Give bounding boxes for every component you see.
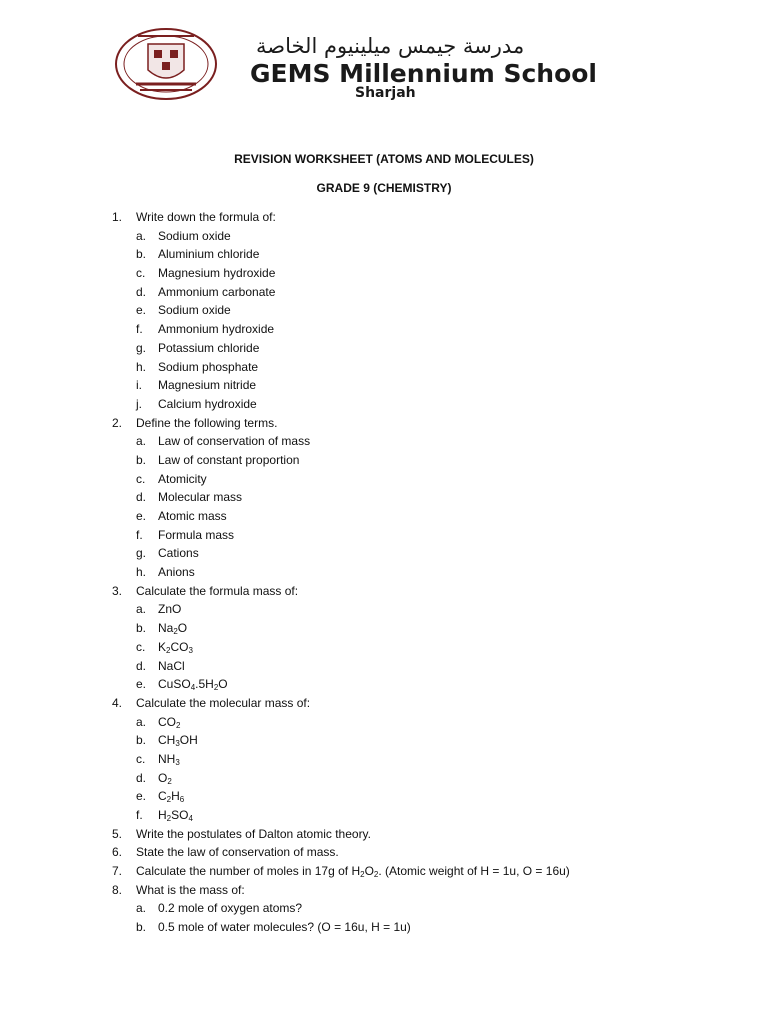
school-city: Sharjah bbox=[355, 85, 416, 101]
item-letter: c. bbox=[136, 471, 146, 486]
question-1-item-e bbox=[112, 301, 752, 320]
question-4 bbox=[112, 694, 752, 713]
item-letter: d. bbox=[136, 490, 147, 505]
question-list bbox=[112, 208, 752, 937]
question-1-item-c bbox=[112, 264, 752, 283]
question-number: 4. bbox=[112, 695, 123, 710]
question-1-item-f bbox=[112, 320, 752, 339]
question-text: Write the postulates of Dalton atomic theory. bbox=[136, 826, 372, 841]
question-3-item-d bbox=[112, 657, 752, 676]
item-text: Molecular mass bbox=[158, 490, 243, 505]
question-1-item-b bbox=[112, 245, 752, 264]
item-text: Sodium oxide bbox=[158, 228, 231, 243]
item-text: Magnesium nitride bbox=[158, 378, 257, 393]
item-letter: c. bbox=[136, 266, 146, 281]
item-letter: h. bbox=[136, 565, 147, 580]
question-3 bbox=[112, 582, 752, 601]
question-2-item-e bbox=[112, 507, 752, 526]
item-letter: f. bbox=[136, 808, 143, 822]
item-letter: a. bbox=[136, 901, 147, 916]
item-text: Atomic mass bbox=[158, 509, 227, 523]
question-2-item-c bbox=[112, 470, 752, 489]
question-4-item-f bbox=[112, 806, 752, 825]
question-2-item-d bbox=[112, 488, 752, 507]
question-1-item-g bbox=[112, 339, 752, 358]
question-3-item-b bbox=[112, 619, 752, 638]
question-4-item-c bbox=[112, 750, 752, 769]
worksheet-title: REVISION WORKSHEET (ATOMS AND MOLECULES) bbox=[234, 152, 534, 166]
item-text: 0.5 mole of water molecules? (O = 16u, H = 1u) bbox=[158, 920, 411, 935]
item-text: Sodium oxide bbox=[158, 303, 231, 318]
question-2-item-f bbox=[112, 526, 752, 545]
question-text: Calculate the molecular mass of: bbox=[136, 695, 311, 710]
item-text: Formula mass bbox=[158, 527, 235, 542]
item-letter: d. bbox=[136, 284, 147, 299]
item-text: NaCl bbox=[158, 658, 185, 673]
question-text: What is the mass of: bbox=[136, 882, 245, 897]
item-letter: e. bbox=[136, 789, 147, 804]
school-name-arabic: مدرسة جيمس ميلينيوم الخاصة bbox=[256, 34, 525, 58]
item-text: $O_2$ bbox=[158, 770, 172, 786]
question-3-item-a bbox=[112, 600, 752, 619]
question-8-item-b bbox=[112, 918, 752, 937]
grade-title: GRADE 9 (CHEMISTRY) bbox=[316, 181, 452, 195]
question-number: 2. bbox=[112, 415, 123, 430]
question-4-item-a bbox=[112, 713, 752, 732]
item-letter: e. bbox=[136, 303, 147, 318]
school-name: GEMS Millennium School bbox=[250, 59, 597, 88]
item-letter: e. bbox=[136, 677, 147, 692]
item-text: Magnesium hydroxide bbox=[158, 266, 276, 281]
item-text: Aluminium chloride bbox=[158, 247, 260, 262]
question-4-item-b bbox=[112, 731, 752, 750]
item-letter: c. bbox=[136, 639, 146, 654]
item-text: Sodium phosphate bbox=[158, 359, 259, 374]
question-text: Define the following terms. bbox=[136, 415, 278, 430]
item-letter: g. bbox=[136, 546, 147, 561]
question-2-item-g bbox=[112, 544, 752, 563]
item-text: $CH_3OH$ bbox=[158, 733, 198, 749]
item-letter: b. bbox=[136, 452, 147, 467]
question-number: 3. bbox=[112, 583, 123, 598]
item-letter: j. bbox=[136, 396, 142, 411]
item-text: 0.2 mole of oxygen atoms? bbox=[158, 901, 303, 916]
school-crest-icon bbox=[108, 26, 224, 102]
question-text: Calculate the formula mass of: bbox=[136, 583, 299, 598]
item-letter: b. bbox=[136, 920, 147, 935]
question-1-item-a bbox=[112, 227, 752, 246]
item-text: Law of constant proportion bbox=[158, 452, 300, 467]
school-header bbox=[0, 0, 768, 110]
item-letter: b. bbox=[136, 247, 147, 262]
item-letter: f. bbox=[136, 322, 143, 337]
question-number: 8. bbox=[112, 882, 123, 897]
item-text: $NH_3$ bbox=[158, 751, 180, 767]
item-letter: a. bbox=[136, 602, 147, 617]
item-letter: g. bbox=[136, 340, 147, 355]
question-text: State the law of conservation of mass. bbox=[136, 845, 339, 860]
item-text: $CuSO_4.5H_2O$ bbox=[158, 677, 228, 693]
item-letter: i. bbox=[136, 378, 142, 393]
question-number: 1. bbox=[112, 210, 123, 224]
item-text: Cations bbox=[158, 546, 199, 561]
question-3-item-c bbox=[112, 638, 752, 657]
question-1-item-j bbox=[112, 395, 752, 414]
question-2 bbox=[112, 414, 752, 433]
item-text: $CO_2$ bbox=[158, 714, 181, 730]
item-letter: h. bbox=[136, 359, 147, 374]
item-text: $K_2CO_3$ bbox=[158, 639, 193, 655]
question-number: 6. bbox=[112, 845, 123, 860]
item-letter: a. bbox=[136, 434, 147, 449]
item-letter: d. bbox=[136, 658, 147, 673]
question-5 bbox=[112, 825, 752, 844]
question-2-item-a bbox=[112, 432, 752, 451]
question-3-item-e bbox=[112, 675, 752, 694]
question-6 bbox=[112, 843, 752, 862]
item-text: $H_2SO_4$ bbox=[158, 808, 193, 823]
item-letter: c. bbox=[136, 751, 146, 766]
question-number: 7. bbox=[112, 864, 123, 879]
question-1-item-h bbox=[112, 358, 752, 377]
item-text: Ammonium hydroxide bbox=[158, 322, 275, 337]
item-text: Law of conservation of mass bbox=[158, 434, 311, 449]
question-4-item-e bbox=[112, 787, 752, 806]
question-1-item-i bbox=[112, 376, 752, 395]
question-4-item-d bbox=[112, 769, 752, 788]
question-1 bbox=[112, 208, 752, 227]
item-text: $Na_2O$ bbox=[158, 621, 188, 637]
item-text: $C_2H_6$ bbox=[158, 789, 185, 805]
item-letter: f. bbox=[136, 527, 143, 542]
question-8 bbox=[112, 881, 752, 900]
item-letter: e. bbox=[136, 509, 147, 523]
item-letter: d. bbox=[136, 770, 147, 785]
item-letter: a. bbox=[136, 714, 147, 729]
item-letter: a. bbox=[136, 228, 147, 243]
item-text: Atomicity bbox=[158, 471, 207, 486]
question-1-item-d bbox=[112, 283, 752, 302]
question-2-item-b bbox=[112, 451, 752, 470]
item-text: Anions bbox=[158, 565, 195, 580]
question-7 bbox=[112, 862, 752, 881]
question-text: Calculate the number of moles in 17g of $H_2O_2$. (Atomic weight of H = 1u, O = 16u) bbox=[136, 864, 570, 880]
question-2-item-h bbox=[112, 563, 752, 582]
question-text: Write down the formula of: bbox=[136, 210, 276, 224]
item-text: ZnO bbox=[158, 602, 182, 617]
item-text: Calcium hydroxide bbox=[158, 396, 257, 411]
question-8-item-a bbox=[112, 899, 752, 918]
item-text: Potassium chloride bbox=[158, 340, 260, 355]
item-text: Ammonium carbonate bbox=[158, 284, 276, 299]
item-letter: b. bbox=[136, 733, 147, 748]
item-letter: b. bbox=[136, 621, 147, 636]
question-number: 5. bbox=[112, 826, 123, 841]
